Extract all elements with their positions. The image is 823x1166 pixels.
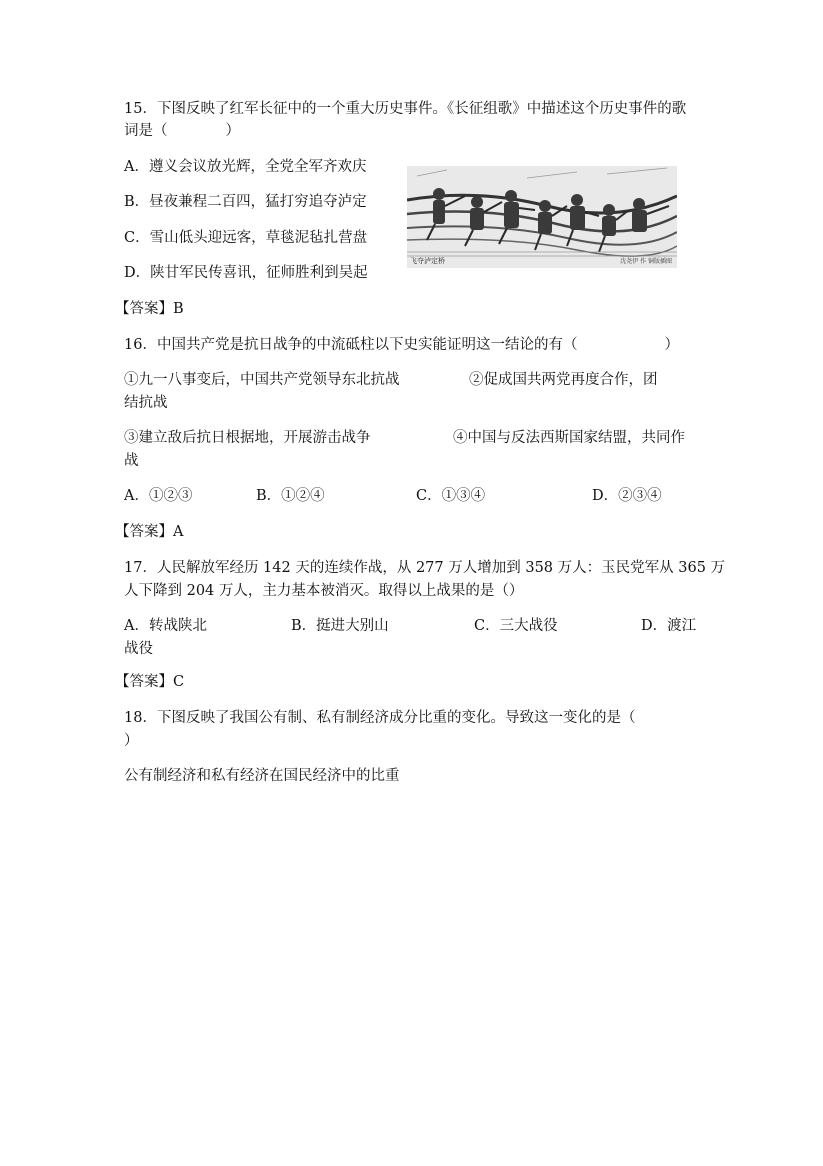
illustration-caption-left: 飞夺泸定桥 — [410, 257, 445, 265]
q16-item-4-line2: 战 — [124, 453, 139, 469]
q17-option-d-line2: 战役 — [124, 641, 153, 657]
q18-chart-title: 公有制经济和私有经济在国民经济中的比重 — [124, 768, 400, 784]
q18-stem-line1: 18．下图反映了我国公有制、私有制经济成分比重的变化。导致这一变化的是（ — [124, 710, 636, 726]
q16-option-a: A．①②③ — [124, 488, 193, 504]
q18-stem-line2: ） — [124, 733, 139, 749]
q16-item-3: ③建立敌后抗日根据地，开展游击战争 — [124, 430, 371, 446]
q16-stem: 16．中国共产党是抗日战争的中流砥柱以下史实能证明这一结论的有（ ） — [124, 337, 679, 353]
q16-item-2-line2: 结抗战 — [124, 395, 168, 411]
q15-option-b: B．昼夜兼程二百四，猛打穷追夺泸定 — [124, 194, 367, 210]
q15-stem-line1: 15．下图反映了红军长征中的一个重大历史事件。《长征组歌》中描述这个历史事件的歌 — [124, 101, 687, 117]
q15-option-c: C．雪山低头迎远客，草毯泥毡扎营盘 — [124, 230, 368, 246]
q16-option-d: D．②③④ — [592, 488, 662, 504]
q16-answer: 【答案】A — [115, 524, 184, 540]
q17-stem-line1: 17．人民解放军经历 142 天的连续作战，从 277 万人增加到 358 万人：玉民党军从 365 万 — [124, 560, 726, 576]
q17-answer: 【答案】C — [115, 674, 185, 690]
q15-option-d: D．陕甘军民传喜讯，征师胜利到吴起 — [124, 265, 368, 281]
q16-option-b: B．①②④ — [256, 488, 325, 504]
q17-option-b: B．挺进大别山 — [291, 618, 389, 634]
q17-stem-line2: 人下降到 204 万人，主力基本被消灭。取得以上战果的是（） — [124, 583, 524, 599]
q15-stem-line2: 词是（ ） — [124, 123, 240, 139]
q16-item-4-line1: ④中国与反法西斯国家结盟，共同作 — [453, 430, 685, 446]
illustration-caption-right: 沈尧伊 作 铜版插图 — [620, 258, 672, 265]
q17-option-a: A．转战陕北 — [124, 618, 207, 634]
q17-option-d-line1: D．渡江 — [641, 618, 697, 634]
q16-item-1: ①九一八事变后，中国共产党领导东北抗战 — [124, 372, 400, 388]
q16-item-2-line1: ②促成国共两党再度合作，团 — [469, 372, 658, 388]
q15-option-a: A．遵义会议放光辉，全党全军齐欢庆 — [124, 159, 367, 175]
luding-bridge-artwork — [407, 166, 677, 268]
q15-answer: 【答案】B — [115, 301, 184, 317]
luding-bridge-illustration — [407, 166, 677, 268]
q16-option-c: C．①③④ — [416, 488, 486, 504]
q17-option-c: C．三大战役 — [474, 618, 558, 634]
